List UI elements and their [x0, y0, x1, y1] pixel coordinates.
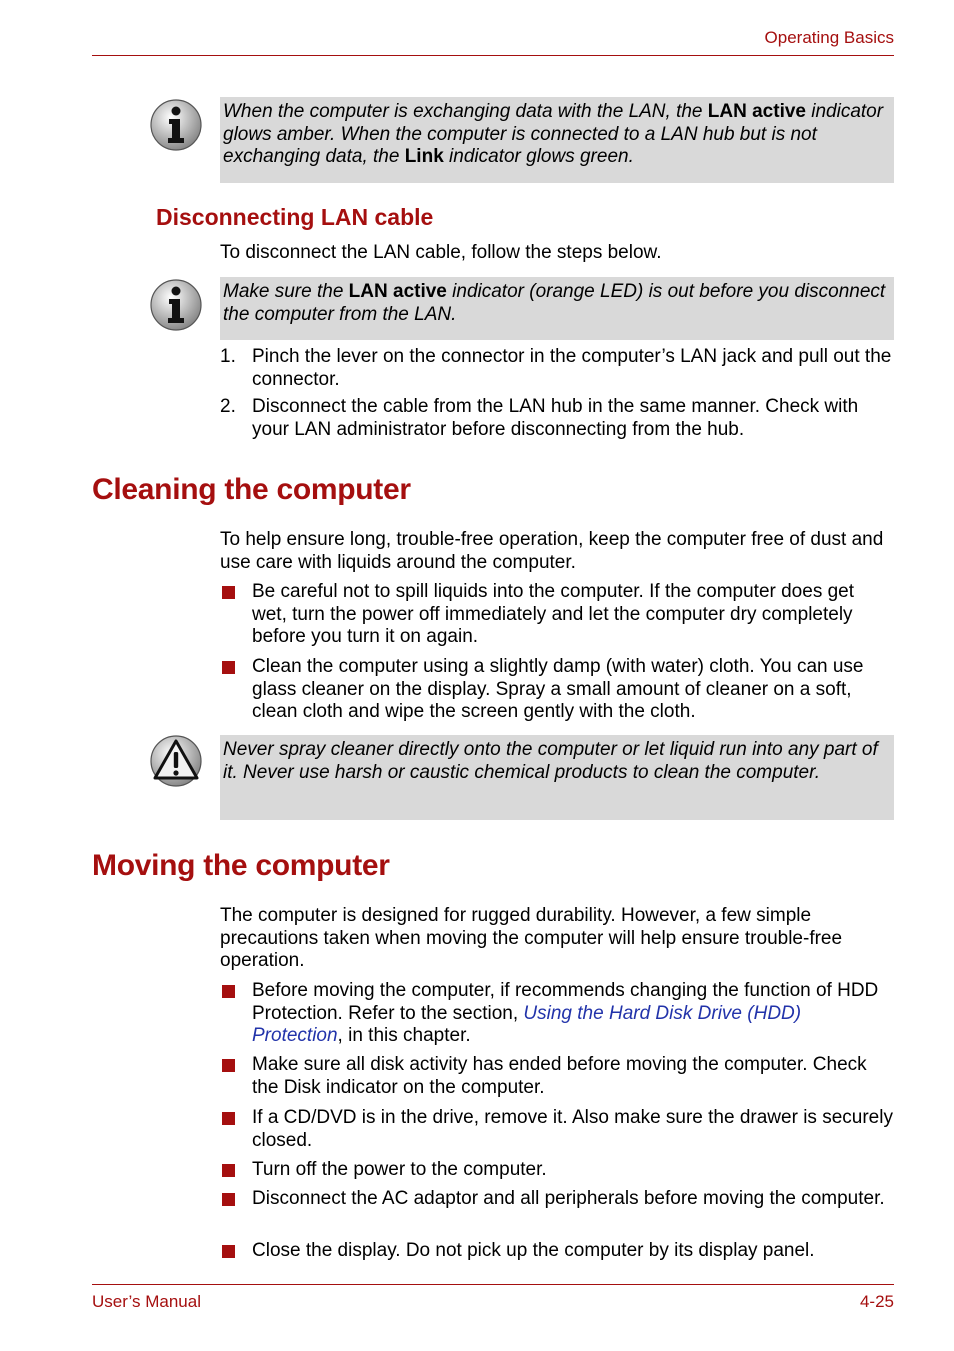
info-icon [149, 278, 203, 332]
step-text: Disconnect the cable from the LAN hub in the same manner. Check with your LAN administrator before disconnecting from the hub. [252, 396, 859, 440]
bullet-square [222, 586, 235, 599]
warning-icon [149, 734, 203, 788]
cleaning-intro: To help ensure long, trouble-free operation, keep the computer free of dust and use care with liquids around the computer. [220, 529, 884, 573]
bullet-text: Close the display. Do not pick up the computer by its display panel. [252, 1240, 815, 1261]
bullet-text: Clean the computer using a slightly damp (with water) cloth. You can use glass cleaner on the display. Spray a small amount of cleaner on a soft, clean cloth and wipe the screen gently with the cloth. [252, 656, 864, 722]
step-number: 2. [220, 396, 236, 417]
bullet-square [222, 1112, 235, 1125]
bullet-text: Turn off the power to the computer. [252, 1159, 547, 1180]
bullet-text: Make sure all disk activity has ended before moving the computer. Check the Disk indicator on the computer. [252, 1054, 867, 1098]
info-icon [149, 98, 203, 152]
hdd-protection-link[interactable]: Using the Hard Disk Drive (HDD) Protection [252, 1002, 802, 1046]
step-text: Pinch the lever on the connector in the computer’s LAN jack and pull out the connector. [252, 346, 892, 390]
header-rule [92, 55, 894, 56]
bullet-square [222, 661, 235, 674]
bullet-text: Disconnect the AC adaptor and all peripherals before moving the computer. [252, 1188, 885, 1209]
note-text: When the computer is exchanging data with the LAN, the [223, 101, 708, 122]
page-header-title: Operating Basics [764, 28, 894, 47]
caution-box: Never spray cleaner directly onto the computer or let liquid run into any part of it. Never use harsh or caustic chemical products to clean the computer. [220, 735, 894, 820]
note-bold-link: Link [404, 146, 444, 167]
footer-manual-title: User’s Manual [92, 1292, 201, 1311]
page-number: 4-25 [859, 1292, 894, 1311]
bullet-text-tail: , in this chapter. [337, 1025, 471, 1046]
note-bold-lan-active: LAN active [348, 281, 447, 302]
bullet-text: Before moving the computer, if recommends changing the function of HDD Protection. Refer to the section, Using the Hard Disk Drive (HDD) Protection, in this chapter. [252, 980, 879, 1046]
bullet-square [222, 985, 235, 998]
bullet-square [222, 1193, 235, 1206]
note-text: indicator glows green. [443, 146, 634, 167]
note-text: indicator glows amber. When the computer is connected to a LAN hub but is not exchanging data, the [223, 101, 884, 167]
note-text: indicator (orange LED) is out before you disconnect the computer from the LAN. [223, 281, 886, 325]
bullet-square [222, 1059, 235, 1072]
bullet-text: If a CD/DVD is in the drive, remove it. Also make sure the drawer is securely closed. [252, 1107, 893, 1151]
note-text: Make sure the [223, 281, 349, 302]
bullet-square [222, 1164, 235, 1177]
bullet-square [222, 1245, 235, 1258]
footer-rule [92, 1284, 894, 1285]
section-heading-cleaning: Cleaning the computer [92, 473, 411, 506]
moving-intro: The computer is designed for rugged durability. However, a few simple precautions taken when moving the computer will help ensure trouble-free operation. [220, 905, 843, 971]
step-number: 1. [220, 346, 236, 367]
lan-note-box [220, 97, 894, 183]
led-note-box [220, 277, 894, 340]
disconnect-intro: To disconnect the LAN cable, follow the steps below. [220, 242, 662, 263]
subsection-heading-disconnecting: Disconnecting LAN cable [156, 204, 434, 230]
section-heading-moving: Moving the computer [92, 849, 390, 882]
note-bold-lan-active: LAN active [707, 101, 806, 122]
bullet-text: Be careful not to spill liquids into the computer. If the computer does get wet, turn the power off immediately and let the computer dry completely before you turn it on again. [252, 581, 855, 647]
